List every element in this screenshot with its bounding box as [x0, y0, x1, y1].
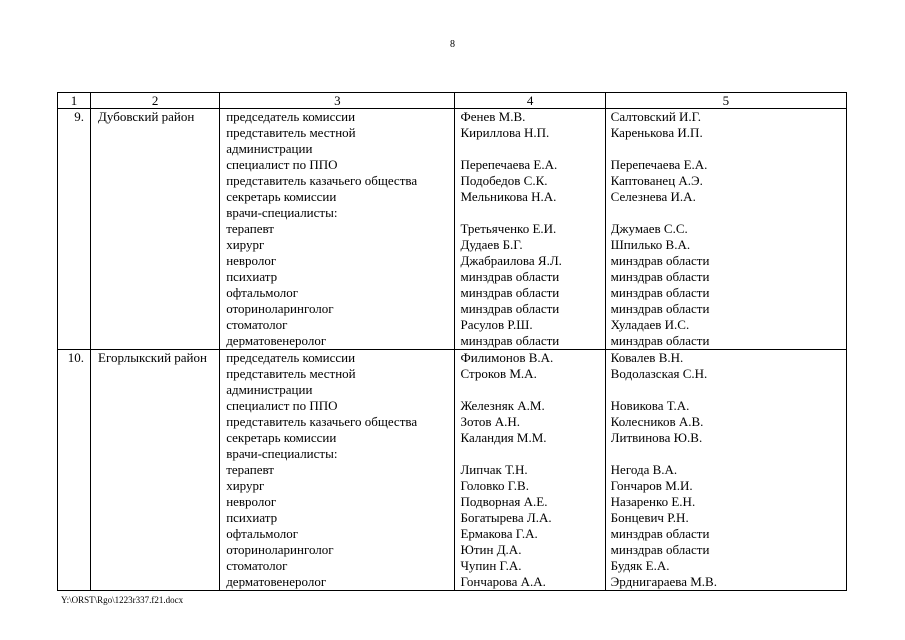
- cell-line: [460, 205, 604, 221]
- cell-line: Каптованец А.Э.: [610, 173, 703, 188]
- cell-line: хирург: [226, 237, 265, 252]
- district-name: Егорлыкский район: [91, 350, 220, 591]
- roles-cell: [220, 350, 455, 591]
- cell-line: Третьяченко Е.И.: [460, 221, 557, 236]
- cell-line: минздрав области: [610, 269, 710, 284]
- cell-line: Перепечаева Е.А.: [610, 157, 708, 172]
- cell-line: специалист по ППО: [226, 398, 338, 413]
- cell-line: Селезнева И.А.: [610, 189, 696, 204]
- cell-line: Водолазская С.Н.: [610, 366, 708, 381]
- cell-line: Гончарова А.А.: [460, 574, 546, 589]
- cell-line: Мельникова Н.А.: [460, 189, 557, 204]
- cell-line: врачи-специалисты:: [226, 446, 338, 461]
- cell-line: минздрав области: [460, 285, 560, 300]
- cell-line: офтальмолог: [226, 285, 299, 300]
- reserves-cell: [605, 350, 846, 591]
- cell-line: минздрав области: [610, 301, 710, 316]
- cell-line: Чупин Г.А.: [460, 558, 522, 573]
- cell-line: председатель комиссии: [226, 350, 356, 365]
- table-row: [58, 109, 847, 350]
- table-row: [58, 350, 847, 591]
- header-cell: 3: [220, 93, 455, 109]
- cell-line: Каландия М.М.: [460, 430, 547, 445]
- cell-line: Подобедов С.К.: [460, 173, 548, 188]
- cell-line: представитель казачьего общества: [226, 414, 418, 429]
- cell-line: Дудаев Б.Г.: [460, 237, 523, 252]
- members-cell: [455, 350, 605, 591]
- cell-line: Кареньковa И.П.: [610, 125, 703, 140]
- cell-line: Литвинова Ю.В.: [610, 430, 703, 445]
- cell-line: психиатр: [226, 269, 278, 284]
- cell-line: администрации: [226, 382, 313, 397]
- cell-line: Хуладаев И.С.: [610, 317, 690, 332]
- cell-line: терапевт: [226, 221, 274, 236]
- cell-line: минздрав области: [610, 542, 710, 557]
- cell-line: Бонцевич Р.Н.: [610, 510, 689, 525]
- cell-line: стоматолог: [226, 558, 288, 573]
- cell-line: невролог: [226, 253, 277, 268]
- cell-line: Фенев М.В.: [460, 109, 526, 124]
- cell-line: Ермакова Г.А.: [460, 526, 538, 541]
- cell-line: стоматолог: [226, 317, 288, 332]
- file-path-footer: Y:\ORST\Rgo\1223r337.f21.docx: [61, 595, 184, 605]
- cell-line: дерматовенеролог: [226, 574, 327, 589]
- row-number: 9.: [58, 109, 91, 350]
- cell-line: председатель комиссии: [226, 109, 356, 124]
- cell-line: дерматовенеролог: [226, 333, 327, 348]
- header-cell: 5: [605, 93, 846, 109]
- cell-line: администрации: [226, 141, 313, 156]
- cell-line: хирург: [226, 478, 265, 493]
- cell-line: [611, 446, 846, 462]
- cell-line: минздрав области: [460, 333, 560, 348]
- cell-line: минздрав области: [460, 301, 560, 316]
- cell-line: невролог: [226, 494, 277, 509]
- cell-line: Джумаев С.С.: [610, 221, 688, 236]
- members-cell: [455, 109, 605, 350]
- cell-line: оториноларинголог: [226, 301, 334, 316]
- cell-line: Эрднигараева М.В.: [610, 574, 717, 589]
- cell-line: терапевт: [226, 462, 274, 477]
- cell-line: [460, 446, 604, 462]
- cell-line: Назаренко Е.Н.: [610, 494, 696, 509]
- cell-line: минздрав области: [610, 526, 710, 541]
- reserves-cell: [605, 109, 846, 350]
- cell-line: Богатырева Л.А.: [460, 510, 552, 525]
- cell-line: Подворная А.Е.: [460, 494, 548, 509]
- header-cell: 4: [455, 93, 605, 109]
- cell-line: Железняк А.М.: [460, 398, 545, 413]
- cell-line: Филимонов В.А.: [460, 350, 554, 365]
- cell-line: Будяк Е.А.: [610, 558, 670, 573]
- cell-line: Ковалев В.Н.: [610, 350, 684, 365]
- header-cell: 2: [91, 93, 220, 109]
- cell-line: Новикова Т.А.: [610, 398, 690, 413]
- cell-line: офтальмолог: [226, 526, 299, 541]
- header-cell: 1: [58, 93, 91, 109]
- cell-line: Расулов Р.Ш.: [460, 317, 533, 332]
- commission-table: [57, 92, 847, 591]
- cell-line: секретарь комиссии: [226, 430, 337, 445]
- cell-line: Кириллова Н.П.: [460, 125, 550, 140]
- cell-line: специалист по ППО: [226, 157, 338, 172]
- cell-line: минздрав области: [610, 253, 710, 268]
- cell-line: [460, 382, 604, 398]
- cell-line: Перепечаева Е.А.: [460, 157, 558, 172]
- district-name: Дубовский район: [91, 109, 220, 350]
- cell-line: Ютин Д.А.: [460, 542, 522, 557]
- cell-line: минздрав области: [460, 269, 560, 284]
- cell-line: [611, 205, 846, 221]
- cell-line: Колесников А.В.: [610, 414, 704, 429]
- cell-line: оториноларинголог: [226, 542, 334, 557]
- cell-line: Зотов А.Н.: [460, 414, 520, 429]
- cell-line: психиатр: [226, 510, 278, 525]
- cell-line: [611, 382, 846, 398]
- cell-line: минздрав области: [610, 285, 710, 300]
- cell-line: Негода В.А.: [610, 462, 678, 477]
- cell-line: представитель местной: [226, 125, 356, 140]
- cell-line: Строков М.А.: [460, 366, 537, 381]
- cell-line: секретарь комиссии: [226, 189, 337, 204]
- roles-cell: [220, 109, 455, 350]
- cell-line: Джабраилова Я.Л.: [460, 253, 562, 268]
- cell-line: [460, 141, 604, 157]
- cell-line: Салтовский И.Г.: [610, 109, 701, 124]
- page-number: 8: [450, 39, 455, 50]
- cell-line: врачи-специалисты:: [226, 205, 338, 220]
- cell-line: Головко Г.В.: [460, 478, 529, 493]
- cell-line: минздрав области: [610, 333, 710, 348]
- cell-line: представитель казачьего общества: [226, 173, 418, 188]
- cell-line: Гончаров М.И.: [610, 478, 693, 493]
- cell-line: [611, 141, 846, 157]
- cell-line: Липчак Т.Н.: [460, 462, 528, 477]
- cell-line: представитель местной: [226, 366, 356, 381]
- cell-line: Шпилько В.А.: [610, 237, 691, 252]
- row-number: 10.: [58, 350, 91, 591]
- table-header-row: [58, 93, 847, 109]
